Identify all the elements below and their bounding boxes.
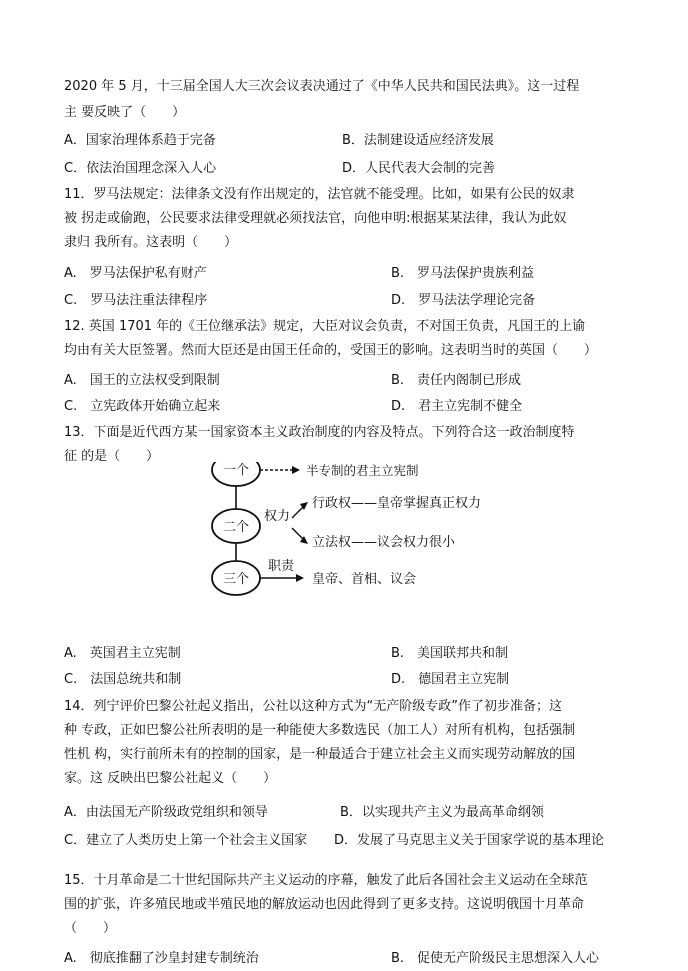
q12-option-a: A. 国王的立法权受到限制	[64, 373, 220, 388]
q12-option-b: B. 责任内阁制已形成	[391, 373, 522, 388]
diagram-circle-two-label: 二个	[222, 520, 250, 535]
q15-stem-line3: （ ）	[64, 921, 117, 936]
q13-option-a: A. 英国君主立宪制	[64, 646, 181, 661]
q14-stem-line3: 性机 构，实行前所未有的控制的国家，是一种最适合于建立社会主义而实现劳动解放的国	[64, 747, 576, 762]
diagram-branch-one-arrow	[292, 466, 300, 474]
q11-option-b: B. 罗马法保护贵族利益	[391, 266, 535, 281]
q15-stem-line2: 围的扩张，许多殖民地或半殖民地的解放运动也因此得到了更多支持。这说明俄国十月革命	[64, 897, 585, 912]
q10-option-a: A．国家治理体系趋于完备	[64, 133, 216, 148]
q15-stem-line1: 15．十月革命是二十世纪国际共产主义运动的序幕，触发了此后各国社会主义运动在全球范	[64, 873, 588, 888]
diagram-circle-three-label: 三个	[222, 572, 250, 587]
q14-option-c: C．建立了人类历史上第一个社会主义国家	[64, 833, 308, 848]
q11-option-d: D. 罗马法法学理论完备	[391, 293, 536, 308]
diagram-legis-power: 立法权——议会权力很小	[312, 535, 456, 550]
q11-option-a: A. 罗马法保护私有财产	[64, 266, 207, 281]
diagram-power-label: 权力	[264, 509, 291, 524]
diagram-duty-text: 皇帝、首相、议会	[312, 572, 417, 587]
q10-option-d: D．人民代表大会制的完善	[342, 161, 496, 176]
q12-option-d: D. 君主立宪制不健全	[391, 399, 523, 414]
q14-stem-line1: 14．列宁评价巴黎公社起义指出，公社以这种方式为“无产阶级专政”作了初步准备；这	[64, 699, 563, 714]
q13-option-c: C. 法国总统共和制	[64, 672, 182, 687]
q15-option-a: A. 彻底推翻了沙皇封建专制统治	[64, 951, 259, 966]
q10-stem-line1: 2020 年 5 月，十三届全国人大三次会议表决通过了《中华人民共和国民法典》。这一过程	[64, 79, 580, 94]
q13-stem-line2: 征 的是（ ）	[64, 449, 160, 464]
diagram-legis-line	[292, 528, 304, 540]
q14-option-b: B．以实现共产主义为最高革命纲领	[340, 805, 544, 820]
political-system-diagram	[200, 462, 520, 602]
q12-stem-line2: 均由有关大臣签署。然而大臣还是由国王任命的，受国王的影响。这表明当时的英国（ ）	[64, 343, 598, 358]
q14-stem-line2: 种 专政，正如巴黎公社所表明的是一种能使大多数选民（加工人）对所有机构，包括强制	[64, 723, 576, 738]
diagram-circle-one-label: 一个	[222, 463, 250, 478]
q14-option-d: D．发展了马克思主义关于国家学说的基本理论	[334, 833, 605, 848]
q14-option-a: A．由法国无产阶级政党组织和领导	[64, 805, 268, 820]
q12-option-c: C. 立宪政体开始确立起来	[64, 399, 221, 414]
diagram-duty-arrow	[296, 574, 304, 582]
q13-stem-line1: 13．下面是近代西方某一国家资本主义政治制度的内容及特点。下列符合这一政治制度特	[64, 425, 575, 440]
q10-stem-line2: 主 要反映了（ ）	[64, 105, 186, 120]
diagram-exec-line	[292, 506, 304, 518]
diagram-branch-one-label: 半专制的君主立宪制	[306, 463, 419, 478]
q11-stem-line2: 被 拐走或偷跑，公民要求法律受理就必须找法官，向他申明:根据某某法律，我认为此奴	[64, 211, 567, 226]
q11-option-c: C. 罗马法注重法律程序	[64, 293, 208, 308]
q13-option-b: B. 美国联邦共和制	[391, 646, 509, 661]
q10-option-b: B．法制建设适应经济发展	[342, 133, 494, 148]
diagram-duty-label: 职责	[268, 559, 295, 574]
diagram-exec-power: 行政权——皇帝掌握真正权力	[312, 496, 482, 511]
q11-stem-line1: 11．罗马法规定：法律条文没有作出规定的，法官就不能受理。比如，如果有公民的奴隶	[64, 187, 575, 202]
q14-stem-line4: 家。这 反映出巴黎公社起义（ ）	[64, 771, 277, 786]
q15-option-b: B. 促使无产阶级民主思想深入人心	[391, 951, 600, 966]
q10-option-c: C．依法治国理念深入人心	[64, 161, 217, 176]
q12-stem-line1: 12. 英国 1701 年的《王位继承法》规定，大臣对议会负责，不对国王负责，凡国王的上谕	[64, 319, 586, 334]
q13-option-d: D. 德国君主立宪制	[391, 672, 510, 687]
q11-stem-line3: 隶归 我所有。这表明（ ）	[64, 235, 238, 250]
